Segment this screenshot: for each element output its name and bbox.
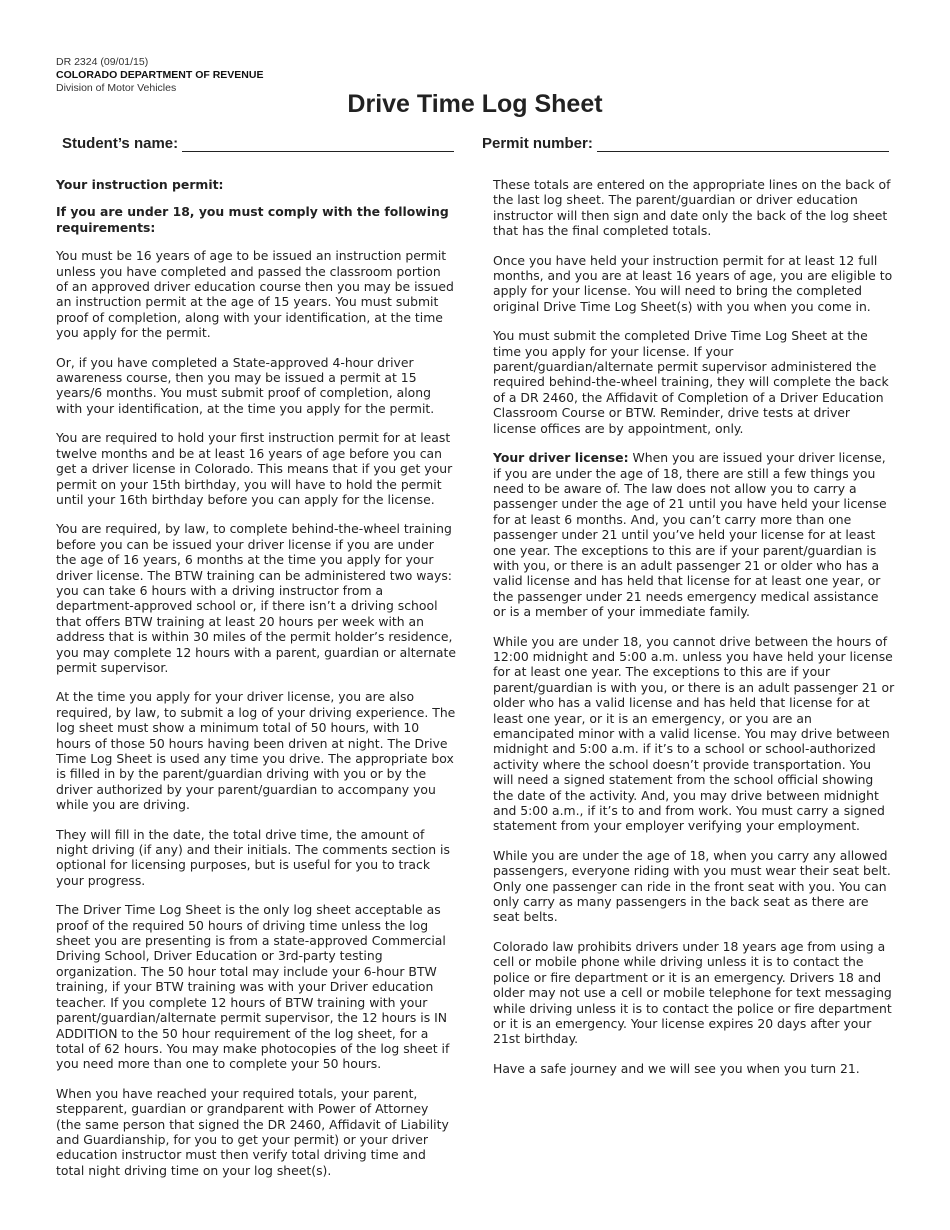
paragraph: Colorado law prohibits drivers under 18 years age from using a cell or mobile phone while driving unless it is to contact the police or fire department or it is an emergency. Drivers 18 and older may not use a cell or mobile telephone for text messaging while driving unless it is to contact the police or fire department or it is an emergency. Your license expires 20 days after your 21st birthday. (493, 938, 892, 1047)
paragraph: You must submit the completed Drive Time Log Sheet at the time you apply for your license. If your parent/guardian/alternate permit supervisor administered the required behind-the-wheel training, they will complete the back of a DR 2460, the Affidavit of Completion of a Driver Education Classroom Course or BTW. Reminder, drive tests at driver license offices are by appointment, only. (493, 328, 889, 436)
paragraph: While you are under the age of 18, when you carry any allowed passengers, everyone riding with you must wear their seat belt. Only one passenger can ride in the front seat with you. You can only carry as many passengers in the back seat as there are seat belts. (493, 847, 891, 925)
paragraph: You are required to hold your first instruction permit for at least twelve months and be at least 16 years of age before you can get a driver license in Colorado. This means that if you get your permit on your 15th birthday, you will have to hold the permit until your 16th birthday before you can apply for the license. (56, 430, 453, 507)
permit-number-label: Permit number: (482, 135, 593, 152)
paragraph: These totals are entered on the appropriate lines on the back of the last log sheet. The parent/guardian or driver education instructor will then sign and date only the back of the log sheet that has the final completed totals. (493, 177, 891, 239)
left-column (56, 177, 456, 1192)
division-name: Division of Motor Vehicles (56, 82, 177, 94)
paragraph: When you have reached your required totals, your parent, stepparent, guardian or grandparent with Power of Attorney (the same person that signed the DR 2460, Affidavit of Liability and Guardianship, for you to get your permit) or your driver education instructor must then verify total driving time and total night driving time on your log sheet(s). (56, 1085, 449, 1178)
driver-license-text: When you are issued your driver license, if you are under the age of 18, there are still a few things you need to be aware of. The law does not allow you to carry a passenger under the age of 21 until you have held your license for at least 6 months. And, you can’t carry more than one passenger under 21 until you’ve held your license for at least one year. The exceptions to this are if your parent/guardian is with you, or there is an adult passenger 21 or older who has a valid license and has held that license for at least one year, or the passenger under 21 needs emergency medical assistance or is a member of your immediate family. (493, 450, 887, 620)
form-code: DR 2324 (09/01/15) (56, 56, 149, 68)
instruction-permit-heading: Your instruction permit: (56, 177, 224, 192)
department-name: COLORADO DEPARTMENT OF REVENUE (56, 69, 264, 81)
paragraph: Once you have held your instruction permit for at least 12 full months, and you are at least 16 years of age, you are eligible to apply for your license. You will need to bring the completed original Drive Time Log Sheet(s) with you when you come in. (493, 252, 893, 314)
paragraph: The Driver Time Log Sheet is the only log sheet acceptable as proof of the required 50 hours of driving time unless the log sheet you are presenting is from a state-approved Commercial Driving School, Driver Education or 3rd-party testing organization. The 50 hour total may include your 6-hour BTW training, if your BTW training was with your Driver education teacher. If you complete 12 hours of BTW training with your parent/guardian/alternate permit supervisor, the 12 hours is IN ADDITION to the 50 hour requirement of the log sheet, for a total of 62 hours. You may make photocopies of the log sheet if you need more than one to complete your 50 hours. (56, 902, 450, 1072)
paragraph: You are required, by law, to complete behind-the-wheel training before you can be issued your driver license if you are under the age of 16 years, 6 months at the time you apply for your driver license. The BTW training can be administered two ways: you can take 6 hours with a driving instructor from a department-approved school or, if there isn’t a driving school that offers BTW training at least 20 hours per week with an address that is within 30 miles of the permit holder’s residence, you may complete 12 hours with a parent, guardian or alternate permit supervisor. (56, 521, 456, 675)
right-column (493, 177, 895, 1090)
permit-number-line[interactable] (597, 133, 889, 152)
paragraph: At the time you apply for your driver license, you are also required, by law, to submit a log of your driving experience. The log sheet must show a minimum total of 50 hours, with 10 hours of those 50 hours having been driven at night. The Drive Time Log Sheet is used any time you drive. The appropriate box is filled in by the parent/guardian driving with you or by the driver authorized by your parent/guardian to accompany you while you are driving. (56, 689, 456, 813)
student-name-label: Student’s name: (62, 135, 179, 152)
driver-license-paragraph (493, 450, 895, 619)
paragraph: They will fill in the date, the total drive time, the amount of night driving (if any) and their initials. The comments section is optional for licensing purposes, but is useful for you to track your progress. (56, 826, 450, 888)
student-name-line[interactable] (182, 133, 454, 152)
closing-line: Have a safe journey and we will see you when you turn 21. (493, 1060, 860, 1076)
permit-number-field (482, 133, 889, 152)
paragraph: You must be 16 years of age to be issued an instruction permit unless you have completed and passed the classroom portion of an approved driver education course then you may be issued an instruction permit at the age of 15 years. You must submit proof of completion, along with your identification, at the time you apply for the permit. (56, 248, 454, 341)
driver-license-lead: Your driver license: (493, 450, 629, 466)
paragraph: While you are under 18, you cannot drive between the hours of 12:00 midnight and 5:00 a.m. unless you have held your license for at least one year. The exceptions to this are if your parent/guardian is with you, or there is an adult passenger 21 or older who has a valid license and has held that license for at least one year, or it is an emergency, or you are an emancipated minor with a valid license. You may drive between midnight and 5:00 a.m. if it’s to a school or school-authorized activity where the school doesn’t provide transportation. You will need a signed statement from the school official showing the date of the activity. And, you may drive between midnight and 5:00 a.m., if it’s to and from work. You must carry a signed statement from your employer verifying your employment. (493, 633, 895, 834)
paragraph: Or, if you have completed a State-approved 4-hour driver awareness course, then you may be issued a permit at 15 years/6 months. You must submit proof of completion, along with your identification, at the time you apply for the permit. (56, 354, 435, 416)
student-name-field (62, 133, 454, 152)
page-title: Drive Time Log Sheet (347, 90, 603, 118)
under-18-heading: If you are under 18, you must comply with the following requirements: (56, 204, 449, 235)
